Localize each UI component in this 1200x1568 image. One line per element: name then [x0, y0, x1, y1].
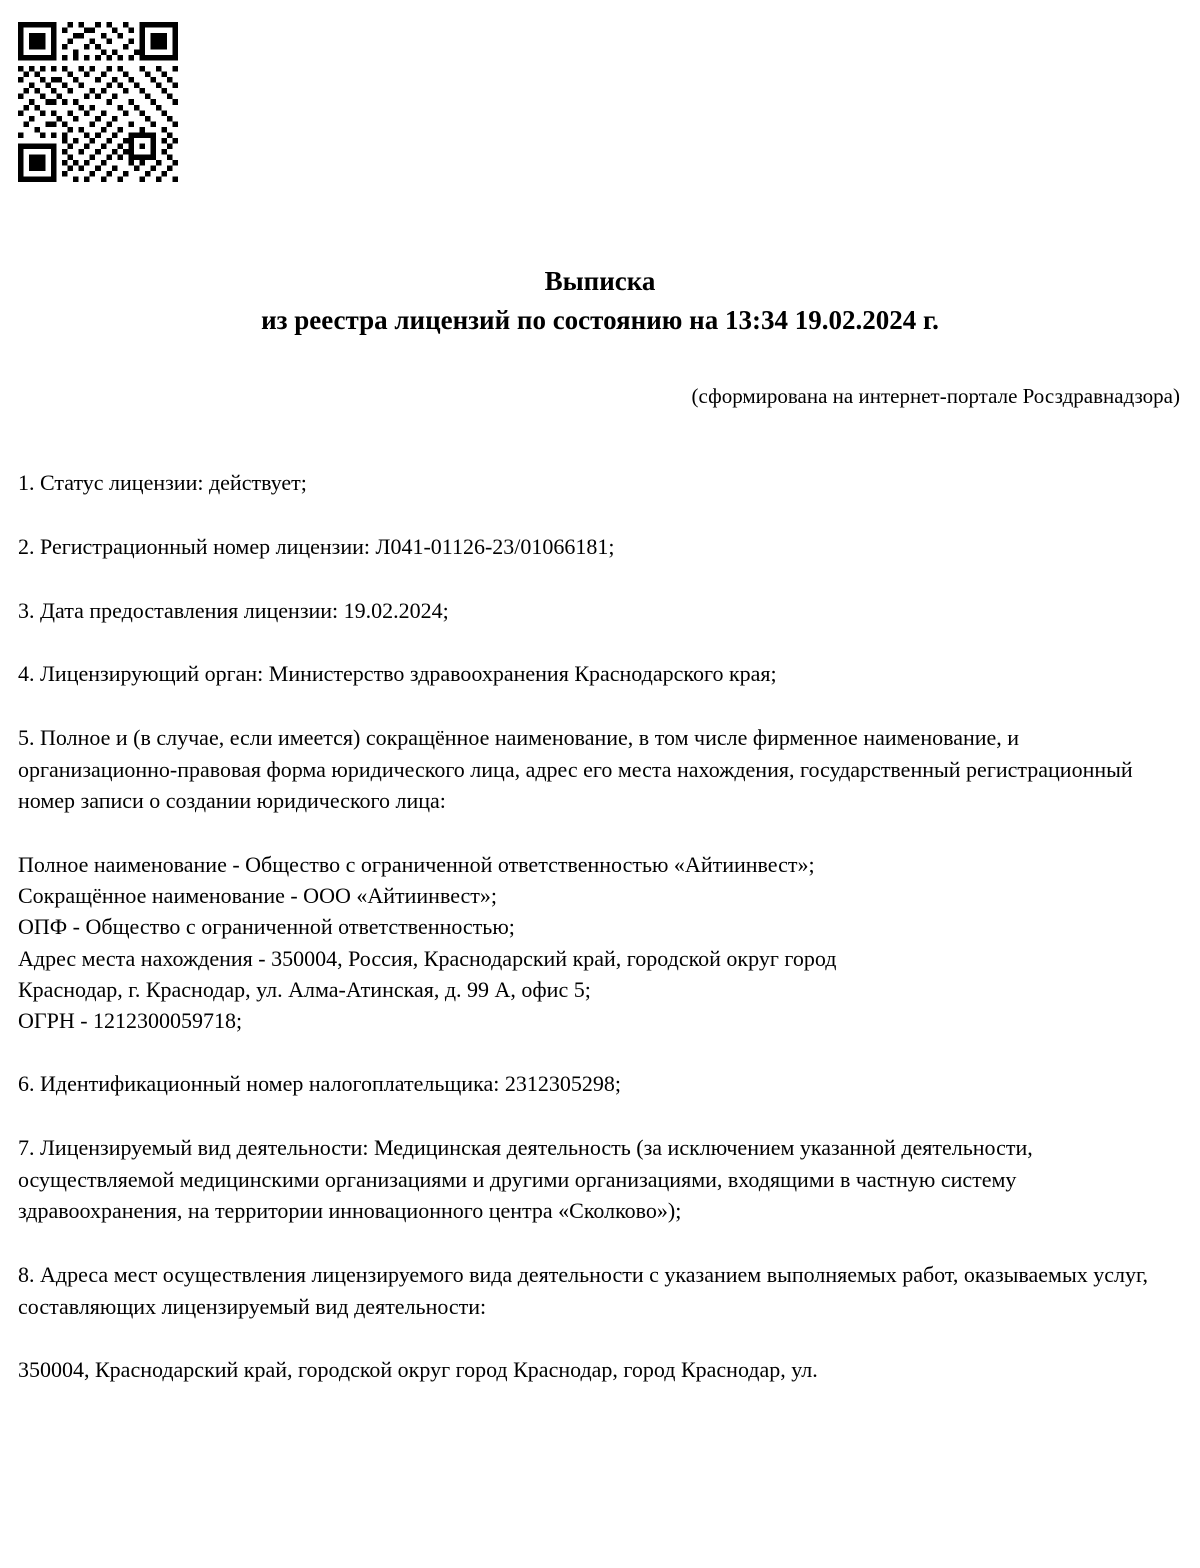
item-entity-names-heading: 5. Полное и (в случае, если имеется) сокращённое наименование, в том числе фирменное наименование, и организационно-правовая форма юридического лица, адрес его места нахождения, государственный регистрационный номер записи о создании юридического лица:: [18, 724, 1133, 814]
item-registration-number: 2. Регистрационный номер лицензии: Л041-01126-23/01066181;: [18, 533, 615, 559]
item-activity-addresses-heading: 8. Адреса мест осуществления лицензируемого вида деятельности с указанием выполняемых работ, оказываемых услуг, составляющих лицензируемый вид деятельности:: [18, 1262, 1149, 1319]
entity-address-line-1: Адрес места нахождения - 350004, Россия, Краснодарский край, городской округ город: [18, 945, 837, 971]
document-subtitle: (сформирована на интернет-портале Росздравнадзора): [691, 384, 1180, 409]
entity-short-name: Сокращённое наименование - ООО «Айтиинвест»;: [18, 883, 498, 909]
entity-full-name: Полное наименование - Общество с ограниченной ответственностью «Айтиинвест»;: [18, 851, 815, 877]
entity-address-line-2: Краснодар, г. Краснодар, ул. Алма-Атинская, д. 99 А, офис 5;: [18, 976, 591, 1002]
item-activity-type: 7. Лицензируемый вид деятельности: Медицинская деятельность (за исключением указанной деятельности, осуществляемой медицинскими организациями и другими организациями, входящими в частную систему здравоохранения, на территории инновационного центра «Сколково»);: [18, 1135, 1033, 1224]
entity-details: [18, 849, 1182, 1036]
title-line-2: из реестра лицензий по состоянию на 13:34 19.02.2024 г.: [261, 305, 939, 336]
page-title: [18, 262, 1182, 340]
item-status: 1. Статус лицензии: действует;: [18, 470, 307, 496]
entity-legal-form: ОПФ - Общество с ограниченной ответственностью;: [18, 914, 515, 940]
item-issue-date: 3. Дата предоставления лицензии: 19.02.2024;: [18, 597, 449, 623]
title-line-1: Выписка: [544, 266, 656, 296]
item-activity-address: 350004, Краснодарский край, городской округ город Краснодар, город Краснодар, ул.: [18, 1357, 818, 1383]
item-inn: 6. Идентификационный номер налогоплательщика: 2312305298;: [18, 1071, 621, 1097]
license-items: [18, 467, 1182, 1386]
document-body: [18, 262, 1182, 1386]
entity-ogrn: ОГРН - 1212300059718;: [18, 1008, 243, 1034]
qr-code-icon: [18, 22, 178, 182]
item-licensing-authority: 4. Лицензирующий орган: Министерство здравоохранения Краснодарского края;: [18, 661, 777, 687]
